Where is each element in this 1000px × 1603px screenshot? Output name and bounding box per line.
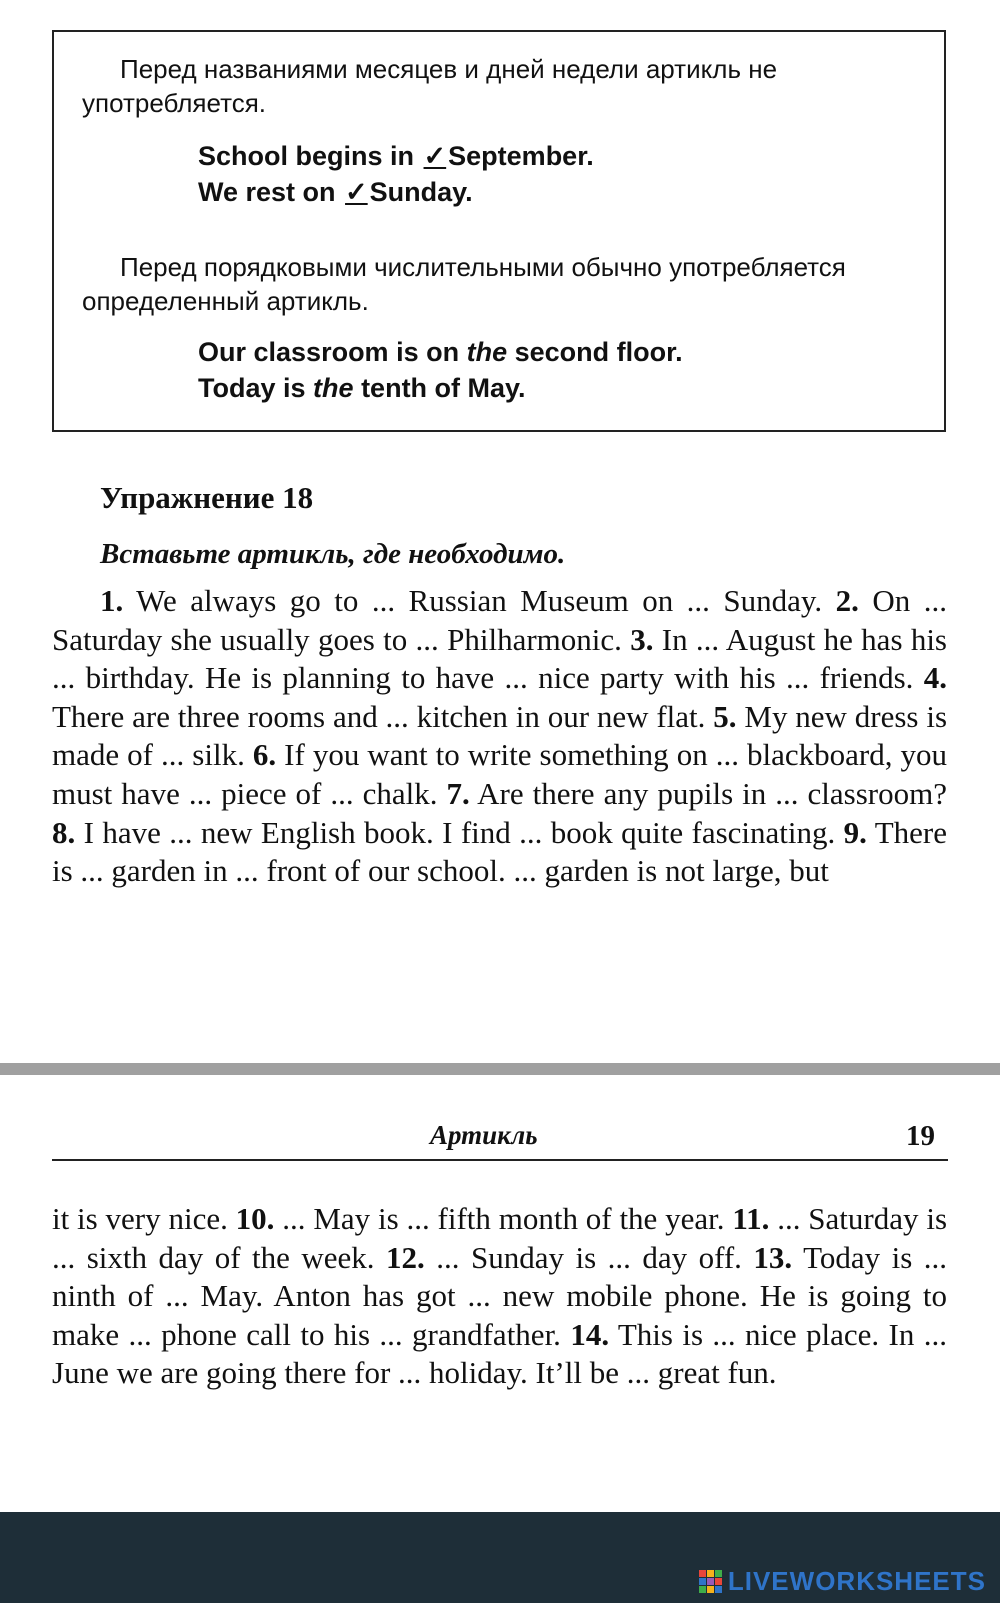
- rule-text-months: Перед названиями месяцев и дней недели артикль не употребляется.: [82, 54, 778, 118]
- check-icon: ✓: [423, 141, 447, 171]
- example-classroom: Our classroom is on the second floor.: [198, 337, 683, 367]
- footer-bar: [0, 1512, 1000, 1603]
- example-today: Today is the tenth of May.: [198, 373, 526, 403]
- liveworksheets-logo[interactable]: [699, 1566, 986, 1597]
- header-rule: [52, 1159, 948, 1161]
- example-school-begins: School begins in ✓September.: [198, 138, 594, 174]
- running-head: Артикль: [430, 1120, 538, 1150]
- example-we-rest: We rest on ✓Sunday.: [198, 174, 473, 210]
- rule-text-ordinals: Перед порядковыми числительными обычно употребляется определенный артикль.: [82, 252, 846, 316]
- page-divider: [0, 1063, 1000, 1075]
- exercise-text-page2: it is very nice. 10. ... May is ... fifth month of the year. 11. ... Saturday is ... sixth day of the week. 12. ... Sunday is ... day off. 13. Today is ... ninth of ... May. Anton has got ... new mobile phone. He is going to make ... phone call to his ... grandfather. 14. This is ... nice place. In ... June we are going there for ... holiday. It’ll be ... great fun.: [52, 1201, 948, 1391]
- check-icon: ✓: [345, 177, 368, 207]
- brand-name: LIVEWORKSHEETS: [727, 1566, 986, 1596]
- exercise-text-page1: 1. We always go to ... Russian Museum on ... Sunday. 2. On ... Saturday she usually goes to ... Philharmonic. 3. In ... August he has his ... birthday. He is planning to have ... nice party with his ... friends. 4. There are three rooms and ... kitchen in our new flat. 5. My new dress is made of ... silk. 6. If you want to write something on ... blackboard, you must have ... piece of ... chalk. 7. Are there any pupils in ... classroom? 8. I have ... new English book. I find ... book quite fascinating. 9. There is ... garden in ... front of our school. ... garden is not large, but: [52, 583, 948, 889]
- rule-box: [52, 30, 946, 432]
- exercise-instruction: Вставьте артикль, где необходимо.: [100, 538, 566, 570]
- page-number: 19: [906, 1120, 935, 1152]
- liveworksheets-icon: [699, 1570, 722, 1593]
- exercise-title: Упражнение 18: [100, 480, 314, 515]
